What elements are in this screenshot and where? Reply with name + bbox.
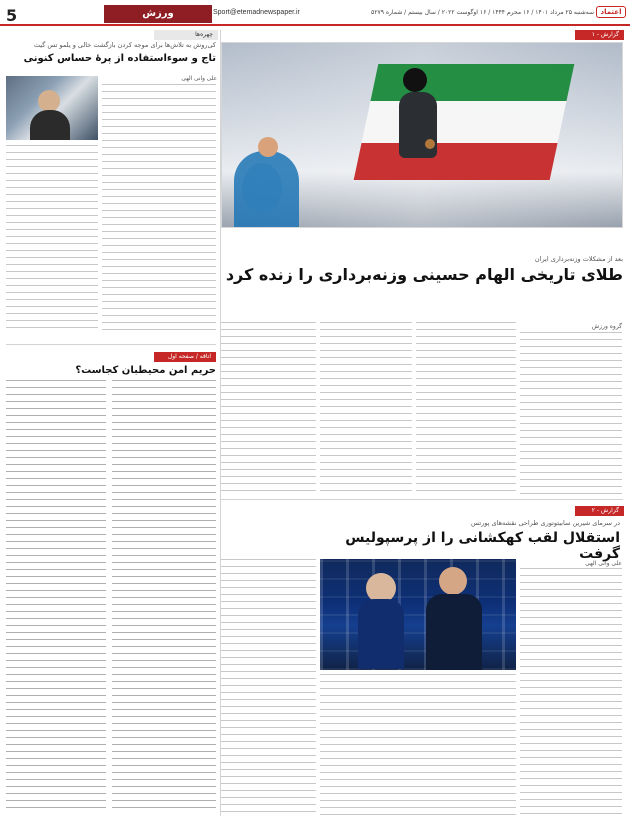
second-story-photo	[320, 559, 516, 670]
left-bottom-label: اتاقه / صفحه اول	[154, 352, 216, 362]
main-story-headline: طلای تاریخی الهام حسینی وزنه‌برداری را زنده کرد	[225, 265, 623, 284]
left-top-text-left	[6, 145, 98, 331]
page-number: 5	[6, 6, 18, 25]
left-top-byline: علی وانی الهی	[181, 76, 217, 82]
main-story-col-3	[320, 322, 412, 494]
second-story-label: گزارش - ۲	[575, 506, 624, 516]
second-story-col-4	[221, 559, 316, 816]
left-bottom-headline: حریم امن محیطبان کجاست؟	[75, 365, 216, 376]
second-story-kicker: در سرمای شیرین سابیتوتوری طراحی نقشه‌های پورتس	[471, 519, 620, 527]
main-story-col-1	[520, 332, 622, 494]
main-story-col-2	[416, 322, 516, 494]
second-story-col-1	[520, 568, 622, 816]
left-top-text-right	[102, 84, 216, 334]
left-top-headline: تاج و سوءاستفاده از پرهٔ حساس کنونی	[23, 53, 216, 64]
left-bottom-text-col2	[112, 380, 216, 812]
dateline: سه‌شنبه ۲۵ مرداد ۱۴۰۱ / ۱۶ محرم ۱۴۴۴ / ۱۶ اوگوست ۲۰۲۲ / سال بیستم / شماره ۵۲۷۹	[371, 9, 594, 16]
left-top-label: چهره‌ها	[154, 30, 218, 40]
newspaper-logo: اعتماد	[596, 6, 626, 18]
main-story-col-4	[221, 322, 316, 494]
second-story-headline: استقلال لقب کهکشانی را از پرسپولیس گرفت	[345, 530, 620, 562]
main-story-byline: گروه ورزش	[591, 323, 622, 330]
left-top-kicker: کی‌روش به تلاش‌ها برای موجه کردن بازگشت خالی و یلمو تس گیت	[33, 41, 216, 49]
top-header	[0, 0, 630, 26]
main-story-label: گزارش - ۱	[575, 30, 624, 40]
second-story-byline: علی وانی الهی	[585, 560, 622, 567]
main-story-photo	[221, 42, 623, 228]
left-top-photo	[6, 76, 98, 140]
left-bottom-text-col1	[6, 380, 106, 812]
main-story-kicker: بعد از مشکلات وزنه‌برداری ایران	[534, 255, 623, 263]
website-link[interactable]: Sport@etemadnewspaper.ir	[213, 9, 300, 16]
second-story-col-2	[320, 674, 516, 816]
section-tag: ورزش	[104, 5, 212, 23]
